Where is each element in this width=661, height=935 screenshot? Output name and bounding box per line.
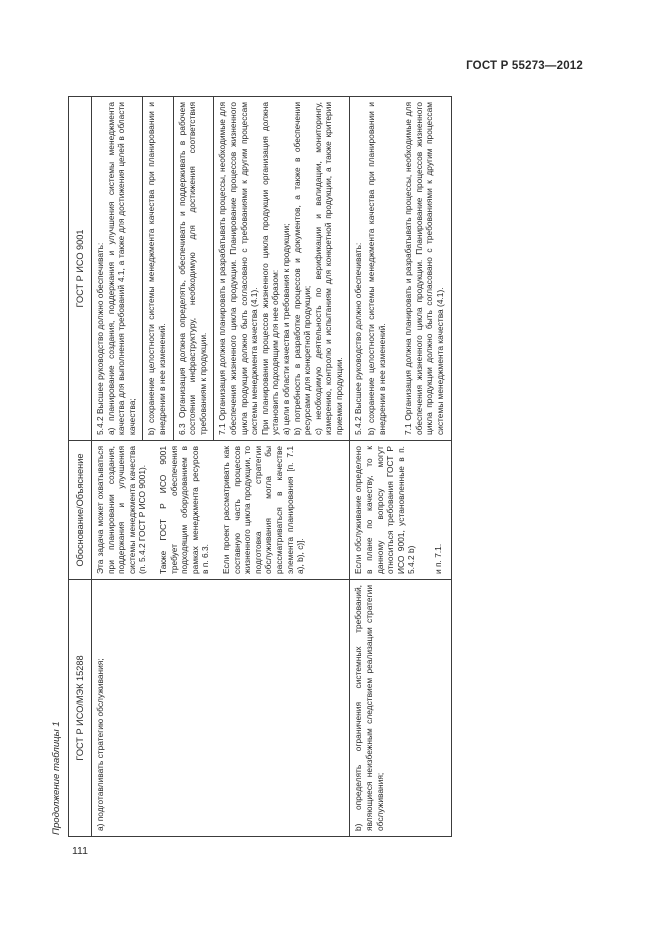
row-a-iso9001-block-542b: [142, 97, 172, 440]
row-a-iso9001-p9: c) необходимую деятельность по верификации и валидации, мониторингу, измерению, контролю и испытаниям для конкретной продукции, а также критерии приемки продукции.: [312, 102, 344, 435]
row-a-justification: [92, 441, 350, 580]
row-b-requirement-text: b) определять ограничения системных требований, являющиеся неизбежным следствием реализации стратегии обслуживания;: [353, 585, 385, 831]
row-a-justification-p1: Эта задача может охватываться при планировании создания, поддержания и улучшения системы менеджмента качества (п. 5.4.2 ГОСТ Р ИСО 9001).: [95, 446, 148, 574]
header-justification: Обоснование/Объяснение: [69, 441, 92, 580]
row-a-iso9001-block-63: [173, 97, 214, 440]
row-b-iso9001-p1: 5.4.2 Высшее руководство должно обеспечивать:: [353, 242, 364, 435]
row-b-iso9001-p2: b) сохранение целостности системы менеджмента качества при планировании и внедрении в нее изменений.: [366, 102, 387, 435]
row-a-iso9001-p5: 7.1 Организация должна планировать и разрабатывать процессы, необходимые для обеспечения жизненного цикла продукции. Планирование процессов жизненного цикла продукции должно быть согласовано с требованиями к другим процессам системы менеджмента качества (4.1).: [217, 102, 260, 435]
rotated-table-page: [50, 97, 570, 837]
row-a-iso9001-block-542: [92, 97, 142, 440]
row-a-requirement: [92, 580, 350, 837]
row-a-iso9001-block-71: [213, 97, 349, 440]
row-b-iso9001-p3: 7.1 Организация должна планировать и разрабатывать процессы, необходимые для обеспечения жизненного цикла продукции. Планирование процессов жизненного цикла продукции должно быть согласовано с требованиями к другим процессам системы менеджмента качества (4.1).: [403, 102, 446, 435]
row-a-iso9001-p1: 5.4.2 Высшее руководство должно обеспечивать:: [95, 242, 105, 435]
row-b-iso9001: [350, 97, 451, 441]
header-gost-iec-15288: ГОСТ Р ИСО/МЭК 15288: [69, 580, 92, 837]
comparison-table: [68, 96, 452, 837]
row-a-iso9001-p8: b) потребность в разработке процессов и документов, а также в обеспечении ресурсами для конкретной продукции;: [291, 102, 313, 435]
row-a-iso9001-p2: a) планирование создания, поддержания и улучшения системы менеджмента качества для выполнения требований 4.1, а также для достижения целей в области качества;: [105, 102, 137, 435]
row-a-requirement-text: a) подготавливать стратегию обслуживания;: [95, 658, 105, 831]
page-number: 111: [72, 845, 88, 857]
header-gost-iso-9001: ГОСТ Р ИСО 9001: [69, 97, 92, 441]
table-continuation-label: Продолжение таблицы 1: [51, 721, 62, 835]
table-row-b: [350, 97, 451, 837]
row-a-iso9001-p4: 6.3 Организация должна определять, обеспечивать и поддерживать в рабочем состоянии инфраструктуру, необходимую для достижения соответствия требованиям к продукции.: [176, 102, 208, 435]
row-a-iso9001-p6: При планировании процессов жизненного цикла продукции организация должна установить подходящим для нее образом:: [259, 102, 281, 435]
row-b-justification: [350, 441, 451, 580]
row-a-iso9001-p7: a) цели в области качества и требования к продукции;: [280, 223, 291, 435]
row-a-justification-p2: Также ГОСТ Р ИСО 9001 требует обеспечения подходящим оборудованием в рамках менеджмента ресурсов в п. 6.3.: [157, 446, 211, 574]
table-row-a: [92, 97, 350, 837]
table-header-row: [69, 97, 92, 837]
row-b-justification-p2: и п. 7.1.: [433, 543, 444, 574]
row-a-iso9001-p3: b) сохранение целостности системы менеджмента качества при планировании и внедрении в нее изменений.: [146, 102, 167, 435]
row-b-justification-p1: Если обслуживание определено в плане по качеству, то к данному вопросу могут относиться требования ГОСТ Р ИСО 9001, установленные в п. 5.4.2 b): [353, 446, 417, 574]
row-b-requirement: [350, 580, 451, 837]
standard-code-header: ГОСТ Р 55273—2012: [466, 60, 583, 72]
row-a-justification-p3: Если проект рассматривать как составную часть процессов жизненного цикла продукции, то подготовка стратегии обслуживания могла бы рассматриваться в качестве элемента планирования [п. 7.1 a), b), c)].: [220, 446, 306, 574]
row-a-iso9001: [92, 97, 350, 441]
